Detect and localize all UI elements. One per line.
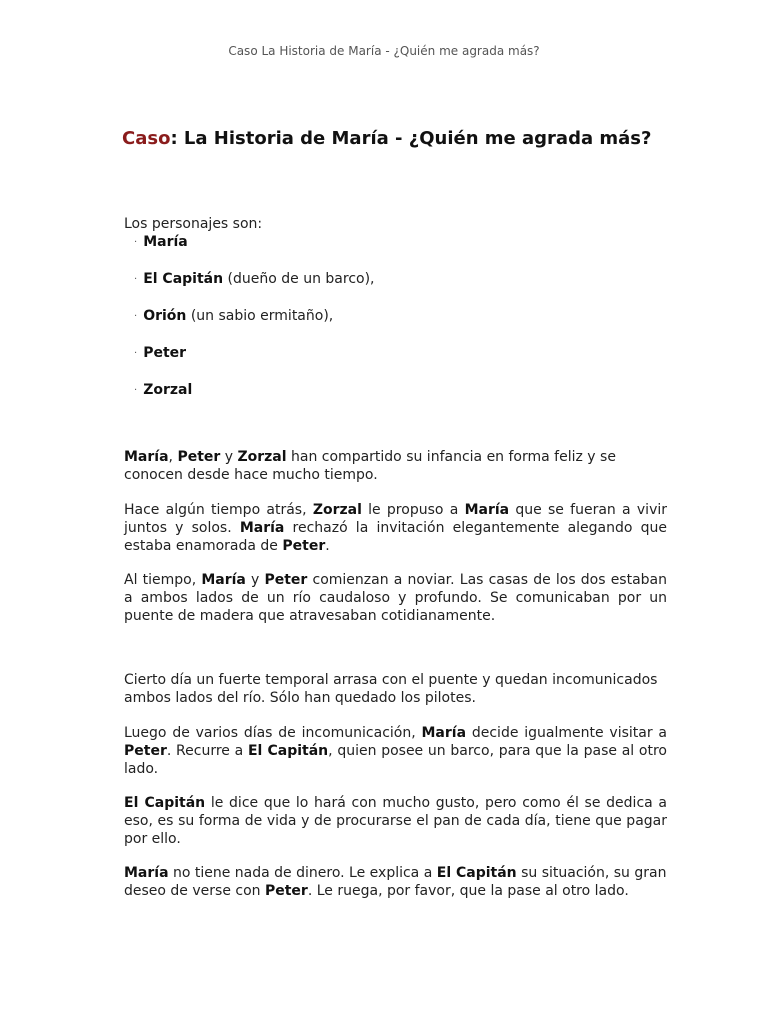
list-item: [134, 307, 667, 326]
bullet-icon: ·: [134, 237, 138, 248]
title-accent: Caso: [122, 128, 171, 149]
character-name: María: [464, 502, 510, 518]
character-name: María: [124, 449, 169, 465]
document-body: [124, 215, 667, 900]
character-name: Peter: [264, 883, 308, 899]
character-name: Peter: [177, 449, 221, 465]
running-header: Caso La Historia de María - ¿Quién me agrada más?: [228, 44, 540, 58]
character-name: El Capitán: [143, 271, 224, 287]
bullet-icon: ·: [134, 348, 138, 359]
list-item: [134, 381, 667, 400]
bullet-icon: ·: [134, 385, 138, 396]
character-name: Peter: [264, 572, 308, 588]
character-name: María: [124, 865, 169, 881]
character-list: [124, 233, 667, 400]
story-paragraph: María, Peter y Zorzal han compartido su infancia en forma feliz y se conocen desde hace mucho tiempo.: [124, 449, 616, 483]
title-text: : La Historia de María - ¿Quién me agrada más?: [170, 128, 652, 149]
character-name: Peter: [143, 345, 187, 361]
character-name: María: [421, 725, 467, 741]
document-title: [122, 128, 651, 149]
story-paragraph: Luego de varios días de incomunicación, María decide igualmente visitar a Peter. Recurre a El Capitán, quien posee un barco, para que la pase al otro lado.: [124, 725, 668, 777]
character-name: Zorzal: [312, 502, 362, 518]
list-item: [134, 233, 667, 252]
character-name: El Capitán: [436, 865, 517, 881]
story-paragraph: Al tiempo, María y Peter comienzan a noviar. Las casas de los dos estaban a ambos lados de un río caudaloso y profundo. Se comunicaban por un puente de madera que atravesaban cotidianamente.: [124, 572, 668, 624]
story-paragraph: Cierto día un fuerte temporal arrasa con el puente y quedan incomunicados ambos lados del río. Sólo han quedado los pilotes.: [124, 672, 658, 706]
character-name: María: [201, 572, 246, 588]
character-description: (dueño de un barco),: [223, 271, 375, 287]
bullet-icon: ·: [134, 274, 138, 285]
character-name: El Capitán: [124, 795, 206, 811]
list-item: [134, 270, 667, 289]
list-item: [134, 344, 667, 363]
character-name: María: [143, 234, 188, 250]
character-name: El Capitán: [247, 743, 329, 759]
character-name: Orión: [143, 308, 187, 324]
character-description: (un sabio ermitaño),: [186, 308, 334, 324]
story-paragraph: Hace algún tiempo atrás, Zorzal le propuso a María que se fueran a vivir juntos y solos. María rechazó la invitación elegantemente alegando que estaba enamorada de Peter.: [124, 502, 668, 554]
character-name: Peter: [282, 538, 326, 554]
character-name: Peter: [124, 743, 167, 759]
character-name: Zorzal: [237, 449, 287, 465]
character-name: María: [239, 520, 285, 536]
story-paragraph: María no tiene nada de dinero. Le explica a El Capitán su situación, su gran deseo de verse con Peter. Le ruega, por favor, que la pase al otro lado.: [124, 865, 667, 899]
character-name: Zorzal: [143, 382, 193, 398]
characters-intro: Los personajes son:: [124, 216, 263, 232]
story-paragraph: El Capitán le dice que lo hará con mucho gusto, pero como él se dedica a eso, es su forma de vida y de procurarse el pan de cada día, tiene que pagar por ello.: [124, 795, 667, 847]
bullet-icon: ·: [134, 311, 138, 322]
